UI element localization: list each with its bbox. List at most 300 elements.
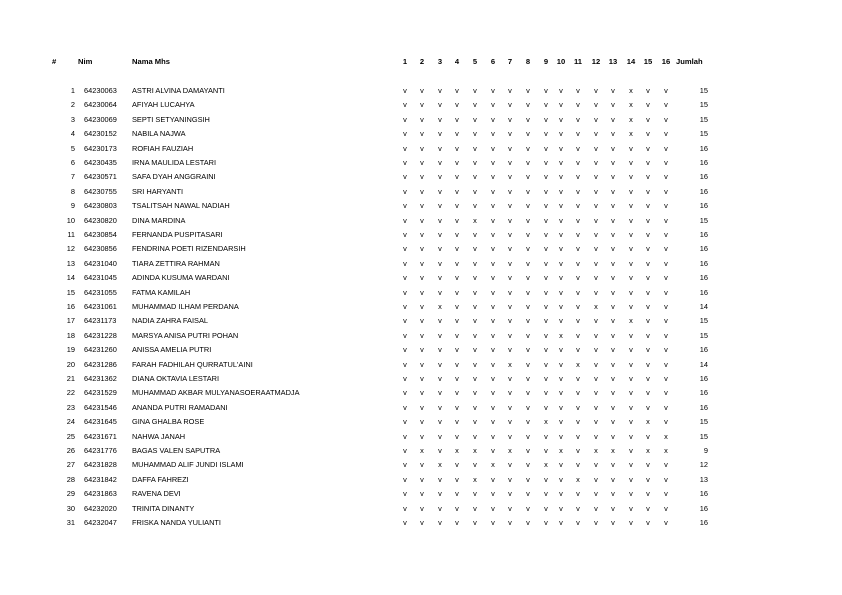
attendance-mark: v bbox=[491, 474, 495, 484]
attendance-mark: v bbox=[576, 431, 580, 441]
attendance-mark: v bbox=[664, 374, 668, 383]
attendance-mark: v bbox=[403, 114, 407, 124]
attendance-mark: v bbox=[403, 446, 407, 455]
attendance-mark: x bbox=[664, 431, 668, 441]
row-nim: 64230152 bbox=[84, 129, 117, 139]
attendance-mark: v bbox=[455, 489, 459, 499]
header-session-9: 9 bbox=[543, 57, 549, 66]
attendance-mark: v bbox=[420, 287, 424, 297]
attendance-mark: v bbox=[611, 359, 615, 369]
attendance-mark: v bbox=[508, 143, 512, 153]
attendance-mark: v bbox=[403, 431, 407, 441]
attendance-mark: v bbox=[455, 100, 459, 110]
attendance-mark: v bbox=[559, 302, 563, 311]
header-session-13: 13 bbox=[608, 57, 618, 66]
row-jumlah: 14 bbox=[699, 302, 708, 311]
attendance-mark: v bbox=[473, 359, 477, 369]
attendance-mark: v bbox=[508, 172, 512, 182]
attendance-mark: v bbox=[403, 172, 407, 182]
attendance-mark: v bbox=[473, 302, 477, 311]
attendance-mark: v bbox=[594, 244, 598, 254]
attendance-mark: v bbox=[438, 474, 442, 484]
attendance-mark: v bbox=[559, 100, 563, 110]
attendance-mark: v bbox=[473, 287, 477, 297]
attendance-mark: v bbox=[594, 431, 598, 441]
attendance-mark: v bbox=[455, 345, 459, 355]
attendance-mark: v bbox=[646, 230, 650, 239]
attendance-mark: v bbox=[664, 518, 668, 527]
row-number: 13 bbox=[66, 258, 75, 268]
attendance-mark: v bbox=[508, 244, 512, 254]
attendance-mark: v bbox=[526, 518, 530, 527]
attendance-mark: v bbox=[629, 402, 633, 412]
attendance-mark: v bbox=[438, 316, 442, 326]
row-number: 23 bbox=[66, 402, 75, 412]
attendance-mark: v bbox=[576, 446, 580, 455]
attendance-mark: v bbox=[611, 489, 615, 499]
attendance-mark: v bbox=[403, 460, 407, 470]
attendance-mark: v bbox=[544, 186, 548, 196]
attendance-mark: v bbox=[611, 143, 615, 153]
row-nim: 64231228 bbox=[84, 330, 117, 340]
attendance-mark: v bbox=[559, 215, 563, 225]
attendance-mark: v bbox=[508, 474, 512, 484]
attendance-mark: v bbox=[473, 172, 477, 182]
attendance-mark: v bbox=[491, 446, 495, 455]
attendance-mark: v bbox=[438, 287, 442, 297]
header-session-11: 11 bbox=[573, 57, 583, 66]
attendance-mark: v bbox=[664, 316, 668, 326]
row-nama: FATMA KAMILAH bbox=[132, 287, 191, 297]
row-nim: 64230571 bbox=[84, 172, 117, 182]
attendance-mark: v bbox=[629, 330, 633, 340]
attendance-mark: v bbox=[473, 86, 477, 95]
attendance-mark: v bbox=[646, 388, 650, 398]
attendance-mark: v bbox=[629, 460, 633, 470]
attendance-mark: x bbox=[508, 359, 512, 369]
attendance-mark: v bbox=[664, 100, 668, 110]
row-nim: 64231362 bbox=[84, 374, 117, 383]
row-nama: TIARA ZETTIRA RAHMAN bbox=[132, 258, 220, 268]
attendance-mark: v bbox=[611, 402, 615, 412]
attendance-mark: v bbox=[594, 460, 598, 470]
row-nama: MUHAMMAD AKBAR MULYANASOERAATMADJA bbox=[132, 388, 300, 398]
row-number: 31 bbox=[66, 518, 75, 527]
attendance-mark: v bbox=[594, 186, 598, 196]
attendance-mark: v bbox=[576, 114, 580, 124]
attendance-mark: v bbox=[544, 129, 548, 139]
row-number: 21 bbox=[66, 374, 75, 383]
attendance-mark: v bbox=[629, 158, 633, 167]
attendance-mark: v bbox=[438, 215, 442, 225]
attendance-mark: v bbox=[576, 374, 580, 383]
row-nama: ROFIAH FAUZIAH bbox=[132, 143, 194, 153]
attendance-mark: v bbox=[611, 172, 615, 182]
attendance-mark: v bbox=[664, 86, 668, 95]
attendance-mark: v bbox=[508, 230, 512, 239]
attendance-mark: x bbox=[559, 446, 563, 455]
attendance-mark: v bbox=[508, 518, 512, 527]
attendance-mark: v bbox=[664, 143, 668, 153]
attendance-mark: v bbox=[576, 402, 580, 412]
attendance-mark: v bbox=[559, 388, 563, 398]
attendance-mark: v bbox=[664, 258, 668, 268]
attendance-mark: v bbox=[544, 388, 548, 398]
attendance-mark: v bbox=[526, 86, 530, 95]
attendance-mark: v bbox=[646, 244, 650, 254]
attendance-mark: v bbox=[508, 489, 512, 499]
attendance-mark: v bbox=[438, 258, 442, 268]
row-number: 14 bbox=[66, 273, 75, 283]
attendance-mark: v bbox=[491, 244, 495, 254]
row-jumlah: 15 bbox=[699, 316, 708, 326]
attendance-mark: v bbox=[508, 273, 512, 283]
attendance-mark: v bbox=[594, 345, 598, 355]
attendance-mark: v bbox=[491, 302, 495, 311]
row-number: 26 bbox=[66, 446, 75, 455]
attendance-mark: v bbox=[526, 474, 530, 484]
attendance-mark: v bbox=[491, 359, 495, 369]
attendance-mark: v bbox=[629, 172, 633, 182]
attendance-mark: v bbox=[526, 186, 530, 196]
attendance-mark: v bbox=[473, 230, 477, 239]
attendance-mark: v bbox=[611, 460, 615, 470]
row-nim: 64231863 bbox=[84, 489, 117, 499]
attendance-mark: v bbox=[544, 345, 548, 355]
attendance-mark: v bbox=[611, 431, 615, 441]
row-nama: ASTRI ALVINA DAMAYANTI bbox=[132, 86, 225, 95]
header-session-12: 12 bbox=[591, 57, 601, 66]
row-nim: 64231828 bbox=[84, 460, 117, 470]
attendance-mark: v bbox=[491, 201, 495, 211]
attendance-mark: v bbox=[544, 244, 548, 254]
attendance-mark: v bbox=[455, 302, 459, 311]
header-no: # bbox=[52, 57, 57, 66]
attendance-mark: v bbox=[544, 86, 548, 95]
attendance-mark: v bbox=[420, 230, 424, 239]
attendance-mark: v bbox=[438, 503, 442, 513]
row-nim: 64231045 bbox=[84, 273, 117, 283]
attendance-mark: v bbox=[664, 460, 668, 470]
row-nim: 64230755 bbox=[84, 186, 117, 196]
attendance-mark: v bbox=[646, 129, 650, 139]
attendance-mark: v bbox=[491, 431, 495, 441]
attendance-mark: v bbox=[491, 273, 495, 283]
attendance-mark: v bbox=[526, 388, 530, 398]
attendance-mark: v bbox=[438, 186, 442, 196]
attendance-mark: v bbox=[491, 316, 495, 326]
attendance-mark: v bbox=[576, 172, 580, 182]
row-nim: 64231546 bbox=[84, 402, 117, 412]
attendance-mark: v bbox=[526, 503, 530, 513]
attendance-mark: v bbox=[611, 374, 615, 383]
row-jumlah: 16 bbox=[699, 143, 708, 153]
row-nim: 64231286 bbox=[84, 359, 117, 369]
attendance-mark: v bbox=[473, 316, 477, 326]
attendance-mark: v bbox=[438, 172, 442, 182]
header-session-1: 1 bbox=[402, 57, 408, 66]
attendance-mark: v bbox=[473, 503, 477, 513]
attendance-mark: v bbox=[491, 129, 495, 139]
attendance-mark: v bbox=[491, 330, 495, 340]
attendance-mark: v bbox=[576, 489, 580, 499]
attendance-mark: v bbox=[559, 345, 563, 355]
attendance-mark: v bbox=[455, 230, 459, 239]
attendance-mark: v bbox=[526, 201, 530, 211]
attendance-mark: v bbox=[559, 374, 563, 383]
attendance-mark: v bbox=[403, 417, 407, 427]
attendance-mark: v bbox=[455, 172, 459, 182]
row-jumlah: 14 bbox=[699, 359, 708, 369]
attendance-mark: v bbox=[629, 474, 633, 484]
attendance-mark: v bbox=[526, 489, 530, 499]
header-nim: Nim bbox=[78, 57, 93, 66]
attendance-mark: v bbox=[664, 114, 668, 124]
attendance-mark: v bbox=[559, 172, 563, 182]
attendance-mark: v bbox=[646, 201, 650, 211]
attendance-mark: v bbox=[594, 143, 598, 153]
attendance-mark: x bbox=[576, 474, 580, 484]
attendance-mark: v bbox=[473, 258, 477, 268]
attendance-mark: v bbox=[611, 201, 615, 211]
attendance-mark: v bbox=[646, 186, 650, 196]
attendance-mark: v bbox=[455, 86, 459, 95]
attendance-mark: v bbox=[629, 446, 633, 455]
row-jumlah: 15 bbox=[699, 100, 708, 110]
attendance-mark: v bbox=[526, 359, 530, 369]
attendance-mark: v bbox=[559, 201, 563, 211]
row-number: 5 bbox=[70, 143, 75, 153]
attendance-mark: v bbox=[646, 287, 650, 297]
attendance-mark: v bbox=[508, 215, 512, 225]
attendance-mark: v bbox=[576, 503, 580, 513]
header-nama: Nama Mhs bbox=[132, 57, 170, 66]
attendance-mark: v bbox=[491, 114, 495, 124]
attendance-mark: v bbox=[559, 273, 563, 283]
attendance-mark: v bbox=[526, 402, 530, 412]
attendance-mark: v bbox=[664, 474, 668, 484]
row-number: 4 bbox=[70, 129, 75, 139]
row-nama: TRINITA DINANTY bbox=[132, 503, 195, 513]
attendance-mark: v bbox=[420, 186, 424, 196]
attendance-mark: v bbox=[473, 129, 477, 139]
attendance-mark: v bbox=[611, 518, 615, 527]
row-nama: SEPTI SETYANINGSIH bbox=[132, 114, 210, 124]
attendance-mark: v bbox=[594, 100, 598, 110]
attendance-mark: v bbox=[403, 273, 407, 283]
row-number: 30 bbox=[66, 503, 75, 513]
attendance-mark: v bbox=[664, 273, 668, 283]
attendance-mark: v bbox=[455, 417, 459, 427]
attendance-mark: v bbox=[611, 186, 615, 196]
attendance-mark: v bbox=[403, 100, 407, 110]
attendance-mark: v bbox=[594, 374, 598, 383]
attendance-mark: v bbox=[646, 359, 650, 369]
row-nama: ADINDA KUSUMA WARDANI bbox=[132, 273, 230, 283]
attendance-mark: v bbox=[544, 215, 548, 225]
row-number: 19 bbox=[66, 345, 75, 355]
row-nim: 64232020 bbox=[84, 503, 117, 513]
header-session-4: 4 bbox=[454, 57, 460, 66]
header-session-14: 14 bbox=[626, 57, 636, 66]
attendance-mark: v bbox=[420, 172, 424, 182]
attendance-mark: v bbox=[438, 230, 442, 239]
attendance-mark: v bbox=[455, 460, 459, 470]
row-jumlah: 16 bbox=[699, 172, 708, 182]
attendance-mark: v bbox=[629, 417, 633, 427]
attendance-mark: v bbox=[508, 158, 512, 167]
row-jumlah: 16 bbox=[699, 158, 708, 167]
row-nama: SRI HARYANTI bbox=[132, 186, 184, 196]
attendance-mark: v bbox=[646, 431, 650, 441]
attendance-mark: v bbox=[438, 143, 442, 153]
attendance-mark: v bbox=[594, 172, 598, 182]
attendance-mark: v bbox=[594, 518, 598, 527]
attendance-mark: v bbox=[559, 287, 563, 297]
attendance-mark: v bbox=[438, 388, 442, 398]
attendance-mark: v bbox=[629, 503, 633, 513]
attendance-mark: v bbox=[526, 417, 530, 427]
header-session-16: 16 bbox=[661, 57, 671, 66]
attendance-mark: v bbox=[438, 100, 442, 110]
attendance-mark: v bbox=[646, 258, 650, 268]
attendance-mark: v bbox=[646, 172, 650, 182]
attendance-mark: x bbox=[629, 114, 633, 124]
attendance-mark: v bbox=[594, 287, 598, 297]
attendance-mark: v bbox=[420, 359, 424, 369]
attendance-mark: v bbox=[473, 143, 477, 153]
attendance-mark: v bbox=[508, 431, 512, 441]
attendance-mark: v bbox=[420, 143, 424, 153]
attendance-mark: v bbox=[438, 86, 442, 95]
attendance-mark: v bbox=[420, 431, 424, 441]
attendance-mark: v bbox=[491, 143, 495, 153]
attendance-mark: v bbox=[544, 503, 548, 513]
attendance-mark: x bbox=[473, 446, 477, 455]
attendance-mark: v bbox=[576, 201, 580, 211]
attendance-mark: v bbox=[508, 460, 512, 470]
attendance-mark: v bbox=[664, 345, 668, 355]
attendance-mark: x bbox=[438, 460, 442, 470]
attendance-mark: v bbox=[473, 100, 477, 110]
attendance-mark: v bbox=[576, 345, 580, 355]
attendance-mark: v bbox=[403, 503, 407, 513]
row-jumlah: 16 bbox=[699, 186, 708, 196]
attendance-mark: v bbox=[403, 86, 407, 95]
row-nim: 64231776 bbox=[84, 446, 117, 455]
attendance-mark: v bbox=[611, 302, 615, 311]
row-number: 8 bbox=[70, 186, 75, 196]
attendance-mark: v bbox=[526, 460, 530, 470]
attendance-mark: v bbox=[629, 186, 633, 196]
attendance-mark: v bbox=[420, 158, 424, 167]
attendance-mark: v bbox=[508, 345, 512, 355]
attendance-mark: v bbox=[664, 330, 668, 340]
attendance-mark: v bbox=[544, 258, 548, 268]
attendance-mark: v bbox=[544, 230, 548, 239]
row-nim: 64231061 bbox=[84, 302, 117, 311]
row-nama: ANANDA PUTRI RAMADANI bbox=[132, 402, 228, 412]
header-session-10: 10 bbox=[556, 57, 566, 66]
attendance-mark: v bbox=[594, 503, 598, 513]
row-nama: FERNANDA PUSPITASARI bbox=[132, 230, 223, 239]
row-nama: SAFA DYAH ANGGRAINI bbox=[132, 172, 216, 182]
row-number: 2 bbox=[70, 100, 75, 110]
attendance-mark: v bbox=[438, 518, 442, 527]
attendance-mark: v bbox=[611, 474, 615, 484]
attendance-mark: v bbox=[508, 316, 512, 326]
row-number: 10 bbox=[66, 215, 75, 225]
row-jumlah: 16 bbox=[699, 258, 708, 268]
attendance-mark: v bbox=[526, 374, 530, 383]
row-jumlah: 15 bbox=[699, 114, 708, 124]
attendance-mark: v bbox=[455, 244, 459, 254]
attendance-mark: v bbox=[594, 158, 598, 167]
attendance-mark: v bbox=[576, 388, 580, 398]
row-nim: 64231173 bbox=[84, 316, 117, 326]
attendance-mark: v bbox=[526, 431, 530, 441]
attendance-mark: v bbox=[403, 489, 407, 499]
attendance-mark: v bbox=[646, 302, 650, 311]
row-jumlah: 16 bbox=[699, 345, 708, 355]
attendance-mark: v bbox=[526, 143, 530, 153]
attendance-mark: x bbox=[629, 100, 633, 110]
row-jumlah: 13 bbox=[699, 474, 708, 484]
attendance-mark: v bbox=[646, 460, 650, 470]
attendance-mark: v bbox=[664, 417, 668, 427]
attendance-mark: v bbox=[455, 374, 459, 383]
row-nim: 64231645 bbox=[84, 417, 117, 427]
attendance-mark: v bbox=[576, 186, 580, 196]
attendance-mark: v bbox=[559, 503, 563, 513]
attendance-mark: v bbox=[526, 244, 530, 254]
row-jumlah: 15 bbox=[699, 86, 708, 95]
row-jumlah: 16 bbox=[699, 518, 708, 527]
attendance-mark: v bbox=[420, 258, 424, 268]
attendance-mark: v bbox=[664, 158, 668, 167]
attendance-mark: v bbox=[559, 186, 563, 196]
attendance-mark: v bbox=[491, 215, 495, 225]
attendance-mark: v bbox=[611, 503, 615, 513]
attendance-mark: v bbox=[646, 100, 650, 110]
attendance-mark: v bbox=[455, 143, 459, 153]
attendance-mark: v bbox=[611, 158, 615, 167]
attendance-mark: v bbox=[438, 129, 442, 139]
attendance-mark: v bbox=[438, 330, 442, 340]
attendance-mark: v bbox=[455, 215, 459, 225]
attendance-mark: v bbox=[473, 186, 477, 196]
row-number: 18 bbox=[66, 330, 75, 340]
attendance-mark: v bbox=[544, 402, 548, 412]
row-nama: NAHWA JANAH bbox=[132, 431, 186, 441]
row-jumlah: 9 bbox=[703, 446, 708, 455]
attendance-mark: v bbox=[576, 330, 580, 340]
attendance-mark: v bbox=[403, 143, 407, 153]
attendance-mark: v bbox=[403, 287, 407, 297]
row-number: 22 bbox=[66, 388, 75, 398]
row-nama: NADIA ZAHRA FAISAL bbox=[132, 316, 208, 326]
attendance-mark: v bbox=[473, 330, 477, 340]
attendance-mark: v bbox=[559, 158, 563, 167]
attendance-mark: v bbox=[544, 201, 548, 211]
attendance-mark: v bbox=[576, 460, 580, 470]
header-session-7: 7 bbox=[507, 57, 513, 66]
attendance-mark: x bbox=[611, 446, 615, 455]
attendance-mark: x bbox=[438, 302, 442, 311]
attendance-mark: v bbox=[420, 302, 424, 311]
attendance-mark: v bbox=[629, 431, 633, 441]
attendance-mark: v bbox=[403, 258, 407, 268]
